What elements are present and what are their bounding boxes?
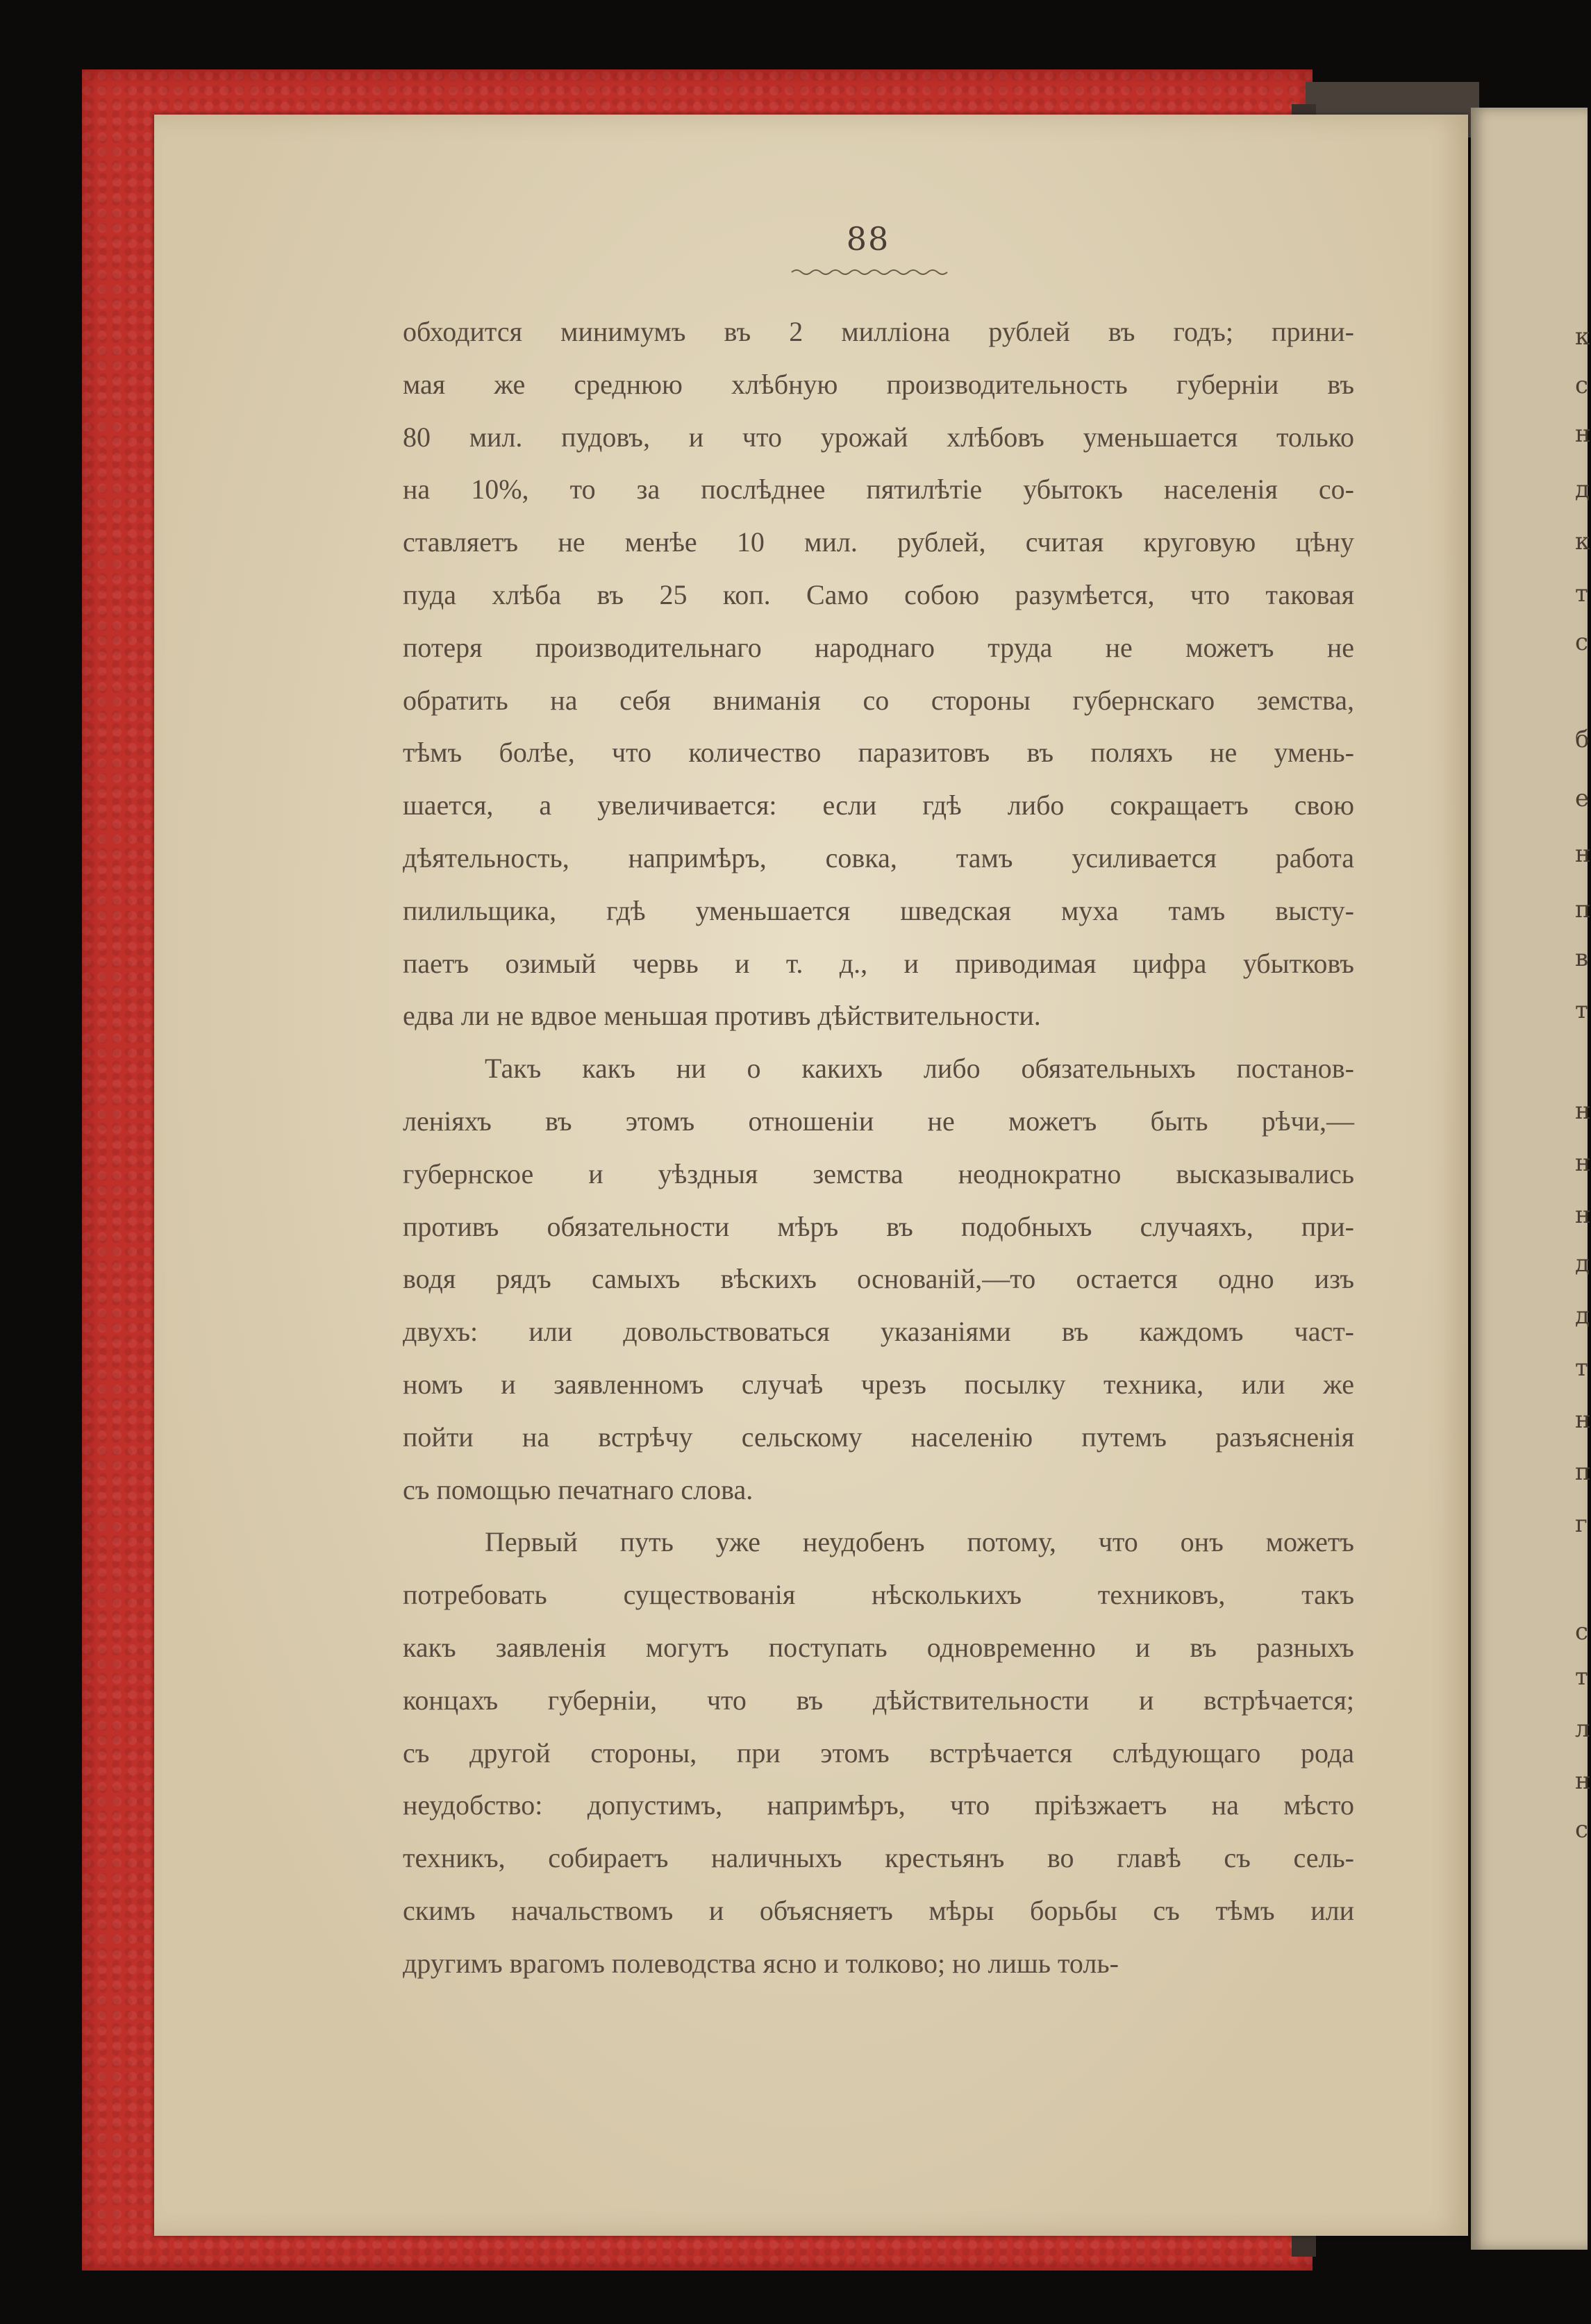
- next-page-glyph: н: [1575, 840, 1591, 868]
- next-page-glyph: г: [1575, 1510, 1588, 1538]
- next-page-glyph: е: [1575, 785, 1590, 812]
- text-line: пилильщика, гдѣ уменьшается шведская муха тамъ высту-: [403, 894, 1354, 926]
- next-page-glyph: н: [1575, 1201, 1591, 1229]
- text-line: едва ли не вдвое меньшая противъ дѣйствительности.: [403, 1000, 1041, 1032]
- text-line: противъ обязательности мѣръ въ подобныхъ случаяхъ, при-: [403, 1210, 1354, 1242]
- text-line: потеря производительнаго народнаго труда не можетъ не: [403, 631, 1354, 663]
- next-page-glyph: с: [1575, 628, 1589, 656]
- next-page-glyph: д: [1575, 476, 1590, 503]
- text-line: съ другой стороны, при этомъ встрѣчается слѣдующаго рода: [403, 1737, 1354, 1769]
- next-page-glyph: н: [1575, 1097, 1591, 1125]
- text-line: какъ заявленія могутъ поступать одновременно и въ разныхъ: [403, 1631, 1354, 1663]
- text-line: неудобство: допустимъ, напримѣръ, что пріѣзжаетъ на мѣсто: [403, 1789, 1354, 1821]
- text-line: обходится минимумъ въ 2 милліона рублей въ годъ; прини-: [403, 316, 1354, 347]
- text-line: мая же среднюю хлѣбную производительность губерніи въ: [403, 368, 1354, 400]
- text-line: двухъ: или довольствоваться указаніями въ каждомъ част-: [403, 1316, 1354, 1348]
- page-number-ornament: [792, 267, 951, 278]
- text-line: обратить на себя вниманія со стороны губернскаго земства,: [403, 684, 1354, 716]
- text-line: паетъ озимый червь и т. д., и приводимая цифра убытковъ: [403, 947, 1354, 979]
- text-line: концахъ губерніи, что въ дѣйствительности и встрѣчается;: [403, 1684, 1354, 1716]
- next-page-glyph: д: [1575, 1250, 1590, 1278]
- text-line: губернское и уѣздныя земства неоднократно высказывались: [403, 1157, 1354, 1189]
- text-line: 80 мил. пудовъ, и что урожай хлѣбовъ уменьшается только: [403, 421, 1354, 453]
- text-line: Такъ какъ ни о какихъ либо обязательныхъ постанов-: [485, 1053, 1354, 1085]
- next-page-glyph: т: [1575, 1663, 1588, 1691]
- next-page-glyph: н: [1575, 1767, 1591, 1795]
- next-page-edge: [1471, 108, 1591, 2250]
- next-page-glyph: в: [1575, 944, 1589, 972]
- text-line: тѣмъ болѣе, что количество паразитовъ въ поляхъ не умень-: [403, 737, 1354, 769]
- text-line: водя рядъ самыхъ вѣскихъ основаній,—то остается одно изъ: [403, 1263, 1354, 1295]
- text-line: шается, а увеличивается: если гдѣ либо сокращаетъ свою: [403, 789, 1354, 821]
- next-page-glyph: т: [1575, 996, 1588, 1024]
- next-page-glyph: к: [1575, 323, 1590, 351]
- text-line: другимъ врагомъ полеводства ясно и толково; но лишь толь-: [403, 1947, 1119, 1979]
- text-line: леніяхъ въ этомъ отношеніи не можетъ быть рѣчи,—: [403, 1105, 1354, 1137]
- next-page-glyph: с: [1575, 371, 1589, 399]
- next-page-glyph: с: [1575, 1618, 1589, 1646]
- text-line: техникъ, собираетъ наличныхъ крестьянъ во главѣ съ сель-: [403, 1842, 1354, 1874]
- paragraph: [403, 306, 1354, 1042]
- text-line: Первый путь уже неудобенъ потому, что онъ можетъ: [485, 1526, 1354, 1558]
- text-line: потребовать существованія нѣсколькихъ техниковъ, такъ: [403, 1579, 1354, 1611]
- body-text: [403, 306, 1354, 1990]
- next-page-glyph: к: [1575, 528, 1590, 555]
- text-line: ставляетъ не менѣе 10 мил. рублей, считая круговую цѣну: [403, 526, 1354, 558]
- paragraph: [403, 1516, 1354, 1989]
- next-page-glyph: п: [1575, 1458, 1591, 1486]
- text-line: пойти на встрѣчу сельскому населенію путемъ разъясненія: [403, 1421, 1354, 1453]
- next-page-glyph: н: [1575, 1149, 1591, 1177]
- text-line: пуда хлѣба въ 25 коп. Само собою разумѣется, что таковая: [403, 578, 1354, 610]
- text-line: на 10%, то за послѣднее пятилѣтіе убытокъ населенія со-: [403, 474, 1354, 505]
- page-number: 88: [846, 220, 890, 258]
- next-page-glyph: п: [1575, 896, 1591, 923]
- paragraph: [403, 1042, 1354, 1516]
- next-page-glyph: б: [1575, 726, 1590, 753]
- next-page-glyph: т: [1575, 1354, 1588, 1382]
- next-page-glyph: с: [1575, 1816, 1589, 1844]
- text-line: съ помощью печатнаго слова.: [403, 1473, 753, 1505]
- next-page-glyph: л: [1575, 1715, 1590, 1743]
- next-page-glyph: т: [1575, 580, 1588, 608]
- text-line: скимъ начальствомъ и объясняетъ мѣры борьбы съ тѣмъ или: [403, 1894, 1354, 1926]
- next-page-glyph: д: [1575, 1302, 1590, 1330]
- text-line: дѣятельность, напримѣръ, совка, тамъ усиливается работа: [403, 842, 1354, 873]
- next-page-glyph: н: [1575, 420, 1591, 448]
- next-page-glyph: н: [1575, 1406, 1591, 1434]
- text-line: номъ и заявленномъ случаѣ чрезъ посылку техника, или же: [403, 1368, 1354, 1400]
